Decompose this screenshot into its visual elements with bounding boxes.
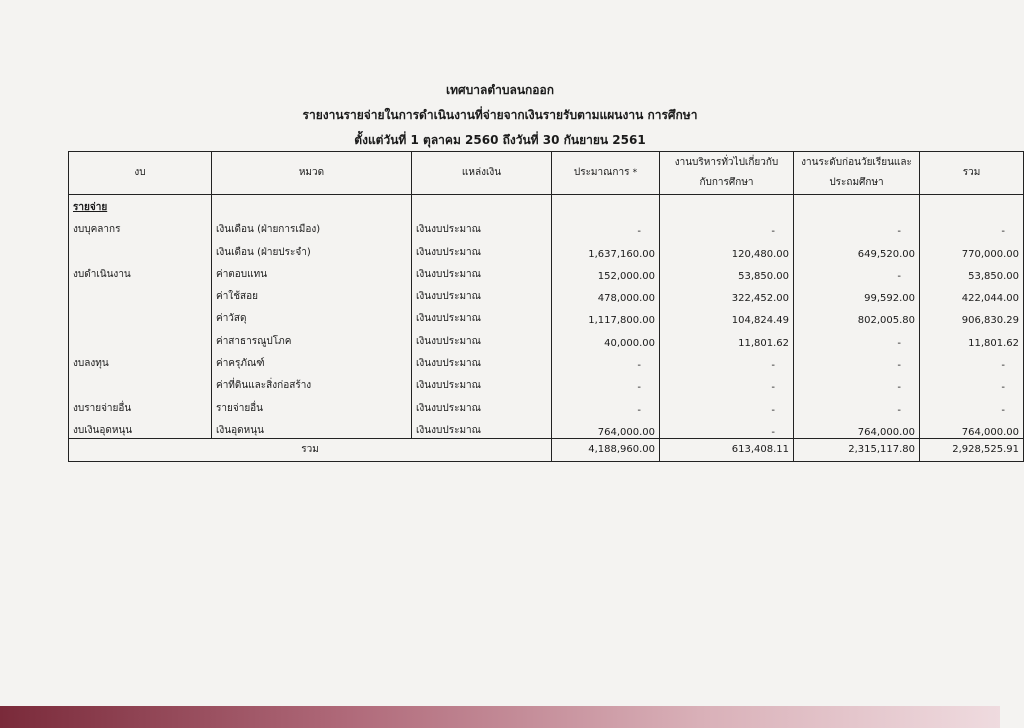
cell-budget: งบเงินอุดหนุน bbox=[69, 416, 212, 439]
cell-estimate: - bbox=[552, 371, 660, 393]
cell-admin: 53,850.00 bbox=[660, 260, 794, 282]
cell-preschool: 802,005.80 bbox=[794, 304, 920, 326]
section-label bbox=[69, 195, 212, 216]
cell-admin: - bbox=[660, 349, 794, 371]
cell-preschool: 764,000.00 bbox=[794, 416, 920, 439]
cell-total: 53,850.00 bbox=[920, 260, 1024, 282]
cell-category: เงินเดือน (ฝ่ายประจำ) bbox=[212, 237, 412, 259]
cell-category: ค่าตอบแทน bbox=[212, 260, 412, 282]
table-row bbox=[69, 304, 1024, 326]
totals-estimate: 4,188,960.00 bbox=[552, 438, 660, 461]
totals-label: รวม bbox=[69, 438, 552, 461]
cell-source: เงินงบประมาณ bbox=[412, 304, 552, 326]
cell-source: เงินงบประมาณ bbox=[412, 282, 552, 304]
cell-admin: 104,824.49 bbox=[660, 304, 794, 326]
cell-source: เงินงบประมาณ bbox=[412, 349, 552, 371]
header-budget: งบ bbox=[69, 152, 212, 195]
cell-category: ค่าที่ดินและสิ่งก่อสร้าง bbox=[212, 371, 412, 393]
cell-total: 764,000.00 bbox=[920, 416, 1024, 439]
header-estimate bbox=[552, 152, 660, 195]
header-admin-line1: งานบริหารทั่วไปเกี่ยวกับ bbox=[674, 157, 779, 168]
cell-estimate: 764,000.00 bbox=[552, 416, 660, 439]
cell-total: 11,801.62 bbox=[920, 326, 1024, 348]
totals-admin: 613,408.11 bbox=[660, 438, 794, 461]
cell-total: - bbox=[920, 349, 1024, 371]
cell-estimate: - bbox=[552, 215, 660, 237]
cell-admin: - bbox=[660, 416, 794, 439]
cell-estimate: 478,000.00 bbox=[552, 282, 660, 304]
cell-preschool: - bbox=[794, 349, 920, 371]
cell-estimate: - bbox=[552, 349, 660, 371]
totals-row bbox=[69, 438, 1024, 461]
cell-category: ค่าสาธารณูปโภค bbox=[212, 326, 412, 348]
cell-total: - bbox=[920, 393, 1024, 415]
cell-budget bbox=[69, 282, 212, 304]
cell-source: เงินงบประมาณ bbox=[412, 237, 552, 259]
table-row bbox=[69, 260, 1024, 282]
cell-estimate: 152,000.00 bbox=[552, 260, 660, 282]
bottom-edge-stripe bbox=[0, 706, 1000, 728]
cell-category: ค่าครุภัณฑ์ bbox=[212, 349, 412, 371]
cell-admin: - bbox=[660, 215, 794, 237]
cell-admin: 11,801.62 bbox=[660, 326, 794, 348]
cell-admin: - bbox=[660, 371, 794, 393]
cell-category: รายจ่ายอื่น bbox=[212, 393, 412, 415]
header-admin bbox=[660, 152, 794, 195]
section-title: รายจ่าย bbox=[73, 202, 108, 213]
cell-admin: 322,452.00 bbox=[660, 282, 794, 304]
cell-budget bbox=[69, 371, 212, 393]
header-admin-line2: กับการศึกษา bbox=[699, 177, 754, 188]
cell-preschool: - bbox=[794, 371, 920, 393]
cell-total: - bbox=[920, 215, 1024, 237]
cell-estimate: - bbox=[552, 393, 660, 415]
cell-admin: 120,480.00 bbox=[660, 237, 794, 259]
cell-budget bbox=[69, 326, 212, 348]
cell-total: 906,830.29 bbox=[920, 304, 1024, 326]
cell-preschool: - bbox=[794, 393, 920, 415]
cell-budget: งบลงทุน bbox=[69, 349, 212, 371]
table-row bbox=[69, 349, 1024, 371]
cell-preschool: - bbox=[794, 260, 920, 282]
header-preschool-line2: ประถมศึกษา bbox=[829, 177, 884, 188]
cell-budget: งบรายจ่ายอื่น bbox=[69, 393, 212, 415]
header-preschool-line1: งานระดับก่อนวัยเรียนและ bbox=[801, 157, 912, 168]
cell-total: - bbox=[920, 371, 1024, 393]
cell-category: ค่าวัสดุ bbox=[212, 304, 412, 326]
header-preschool bbox=[794, 152, 920, 195]
cell-source: เงินงบประมาณ bbox=[412, 416, 552, 439]
cell-category: เงินเดือน (ฝ่ายการเมือง) bbox=[212, 215, 412, 237]
cell-budget: งบบุคลากร bbox=[69, 215, 212, 237]
cell-estimate: 1,637,160.00 bbox=[552, 237, 660, 259]
header-category: หมวด bbox=[212, 152, 412, 195]
header-estimate-label: ประมาณการ bbox=[573, 167, 630, 178]
cell-source: เงินงบประมาณ bbox=[412, 260, 552, 282]
cell-source: เงินงบประมาณ bbox=[412, 326, 552, 348]
totals-total: 2,928,525.91 bbox=[920, 438, 1024, 461]
report-title: รายงานรายจ่ายในการดำเนินงานที่จ่ายจากเงินรายรับตามแผนงาน การศึกษา bbox=[302, 108, 698, 122]
table-header-row bbox=[69, 152, 1024, 195]
cell-total: 422,044.00 bbox=[920, 282, 1024, 304]
cell-admin: - bbox=[660, 393, 794, 415]
cell-category: เงินอุดหนุน bbox=[212, 416, 412, 439]
report-period: ตั้งแต่วันที่ 1 ตุลาคม 2560 ถึงวันที่ 30 กันยายน 2561 bbox=[354, 133, 646, 147]
cell-estimate: 1,117,800.00 bbox=[552, 304, 660, 326]
cell-preschool: 99,592.00 bbox=[794, 282, 920, 304]
cell-preschool: 649,520.00 bbox=[794, 237, 920, 259]
header-source: แหล่งเงิน bbox=[412, 152, 552, 195]
cell-source: เงินงบประมาณ bbox=[412, 215, 552, 237]
table-row bbox=[69, 215, 1024, 237]
cell-total: 770,000.00 bbox=[920, 237, 1024, 259]
cell-budget bbox=[69, 237, 212, 259]
cell-preschool: - bbox=[794, 326, 920, 348]
expense-table bbox=[68, 151, 1024, 462]
cell-budget bbox=[69, 304, 212, 326]
cell-category: ค่าใช้สอย bbox=[212, 282, 412, 304]
cell-preschool: - bbox=[794, 215, 920, 237]
table-row bbox=[69, 416, 1024, 439]
cell-source: เงินงบประมาณ bbox=[412, 371, 552, 393]
cell-source: เงินงบประมาณ bbox=[412, 393, 552, 415]
table-row bbox=[69, 371, 1024, 393]
header-total: รวม bbox=[920, 152, 1024, 195]
table-row bbox=[69, 393, 1024, 415]
section-row bbox=[69, 195, 1024, 216]
cell-estimate: 40,000.00 bbox=[552, 326, 660, 348]
totals-preschool: 2,315,117.80 bbox=[794, 438, 920, 461]
estimate-mark: * bbox=[632, 168, 638, 178]
table-row bbox=[69, 237, 1024, 259]
cell-budget: งบดำเนินงาน bbox=[69, 260, 212, 282]
table-row bbox=[69, 282, 1024, 304]
org-title: เทศบาลตำบลนกออก bbox=[446, 83, 554, 97]
table-row bbox=[69, 326, 1024, 348]
